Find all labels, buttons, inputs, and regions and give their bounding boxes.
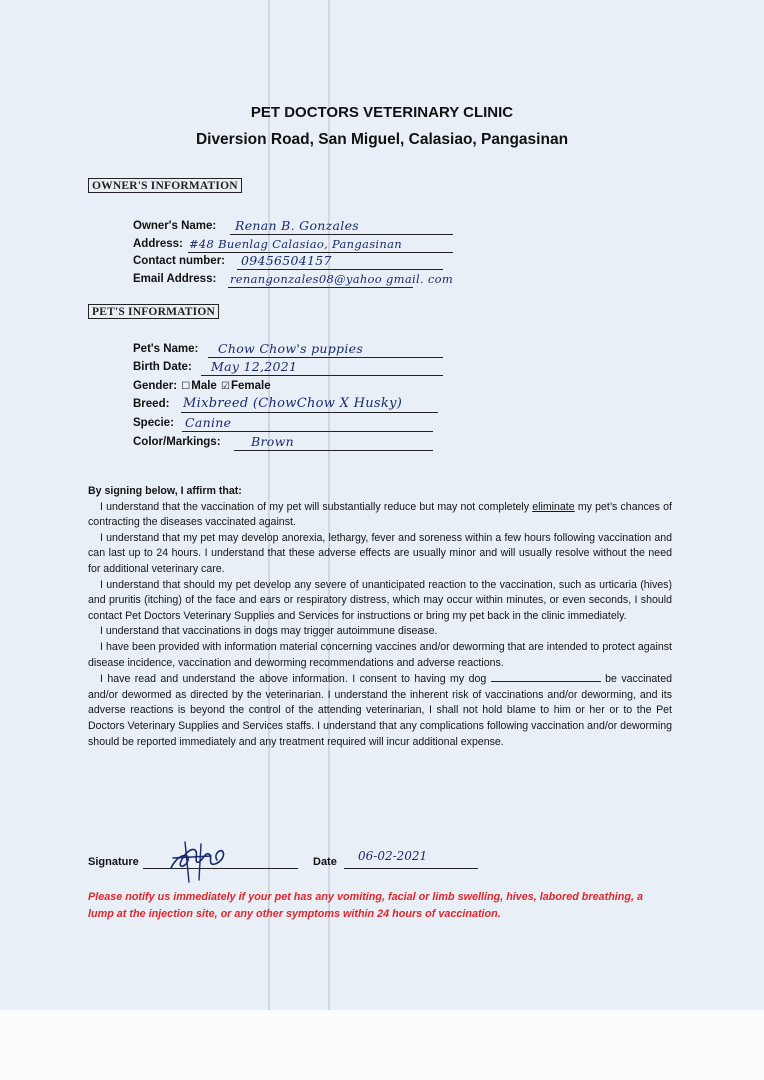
post-vaccination-notice: Please notify us immediately if your pet has any vomiting, facial or limb swelling, hives, labored breathing, a lump at the injection site, or any other symptoms within 24 hours of vaccination. [88, 891, 643, 920]
affirmation-text: I understand that the vaccination of my pet will substantially reduce but may not completely [100, 500, 530, 513]
pet-name-label: Pet's Name: [133, 343, 199, 355]
owner-email-label: Email Address: [133, 273, 217, 285]
pet-color-value: Brown [251, 434, 294, 449]
owner-email-value: renangonzales08@yahoo gmail. com [230, 272, 454, 286]
pet-birthdate-value: May 12,2021 [211, 359, 298, 374]
male-checkbox[interactable]: ☐ [181, 381, 191, 392]
pet-breed-field[interactable] [133, 396, 438, 413]
affirmation-underlined-text: eliminate [532, 500, 575, 513]
affirmation-text: my pet’s chances of contracting the diseases vaccinated against. [88, 500, 672, 529]
affirmation-paragraph [88, 671, 672, 750]
pet-specie-label: Specie: [133, 417, 174, 429]
clinic-address: Diversion Road, San Miguel, Calasiao, Pangasinan [195, 131, 569, 148]
affirmation-paragraph: I understand that my pet may develop anorexia, lethargy, fever and soreness within a few hours following vaccination and can last up to 24 hours. I understand that these adverse effects are usually minor and will usually resolve without the need for additional veterinary care. [88, 531, 672, 575]
pet-name-field[interactable] [133, 341, 443, 358]
scan-margin [0, 1010, 764, 1080]
owner-contact-value: 09456504157 [241, 253, 332, 268]
affirmation-paragraph [88, 500, 672, 531]
owner-name-value: Renan B. Gonzales [235, 218, 359, 233]
pet-section-title: PET'S INFORMATION [88, 304, 219, 319]
affirmation-body [88, 484, 672, 750]
signature-date-value: 06-02-2021 [358, 849, 428, 863]
affirmation-paragraph: I understand that vaccinations in dogs may trigger autoimmune disease. [100, 625, 438, 638]
pet-breed-label: Breed: [133, 398, 170, 410]
affirmation-paragraph: I understand that should my pet develop any severe of unanticipated reaction to the vaccination, such as urticaria (hives) and pruritis (itching) of the face and ears or respiratory distress, which may occur within minutes, or even seconds, I should contact Pet Doctors Veterinary Supplies and Services for instructions or bring my pet back in the clinic immediately. [88, 578, 672, 622]
owner-address-label: Address: [133, 238, 183, 250]
affirmation-heading: By signing below, I affirm that: [88, 485, 242, 497]
owner-email-field[interactable] [133, 271, 483, 288]
male-option-label: Male [191, 380, 217, 392]
pet-color-label: Color/Markings: [133, 436, 221, 448]
pet-specie-field[interactable] [133, 415, 433, 432]
pet-gender-field [133, 380, 271, 392]
pet-gender-label: Gender: [133, 380, 178, 392]
date-label: Date [313, 856, 337, 868]
date-line[interactable] [344, 868, 478, 869]
female-option-label: Female [231, 380, 271, 392]
pet-name-value: Chow Chow's puppies [218, 341, 364, 356]
owner-section-title: OWNER'S INFORMATION [88, 178, 242, 193]
pet-breed-value: Mixbreed (ChowChow X Husky) [183, 396, 403, 411]
clinic-name: PET DOCTORS VETERINARY CLINIC [250, 104, 514, 121]
owner-contact-field[interactable] [133, 253, 443, 270]
pet-color-field[interactable] [133, 434, 433, 451]
pet-birthdate-label: Birth Date: [133, 361, 192, 373]
owner-address-field[interactable] [133, 236, 453, 253]
affirmation-paragraph: I have been provided with information material concerning vaccines and/or deworming that are intended to protect against disease incidence, vaccination and deworming recommendations and adverse reactions. [88, 640, 672, 669]
affirmation-text: be vaccinated and/or dewormed as directed by the veterinarian. I understand the inherent risk of vaccinations and/or deworming, and its adverse reactions is beyond the control of the attending veterinarian, I shall not hold blame to him or her or to the Pet Doctors Veterinary Supplies and Services staffs. I understand that any complications following vaccination and/or deworming should be reported immediately and any treatment required will incur additional expense. [88, 673, 672, 748]
handwritten-signature [165, 838, 235, 884]
pet-birthdate-field[interactable] [133, 359, 443, 376]
owner-contact-label: Contact number: [133, 255, 225, 267]
owner-name-field[interactable] [133, 218, 453, 235]
owner-name-label: Owner's Name: [133, 220, 217, 232]
female-checkbox[interactable]: ☑ [221, 381, 231, 392]
signature-label: Signature [88, 856, 139, 868]
signature-row [88, 845, 488, 871]
pet-specie-value: Canine [185, 415, 232, 430]
dog-name-blank[interactable] [491, 671, 601, 682]
affirmation-text: I have read and understand the above information. I consent to having my dog [100, 673, 487, 686]
owner-address-value: #48 Buenlag Calasiao, Pangasinan [189, 237, 402, 251]
